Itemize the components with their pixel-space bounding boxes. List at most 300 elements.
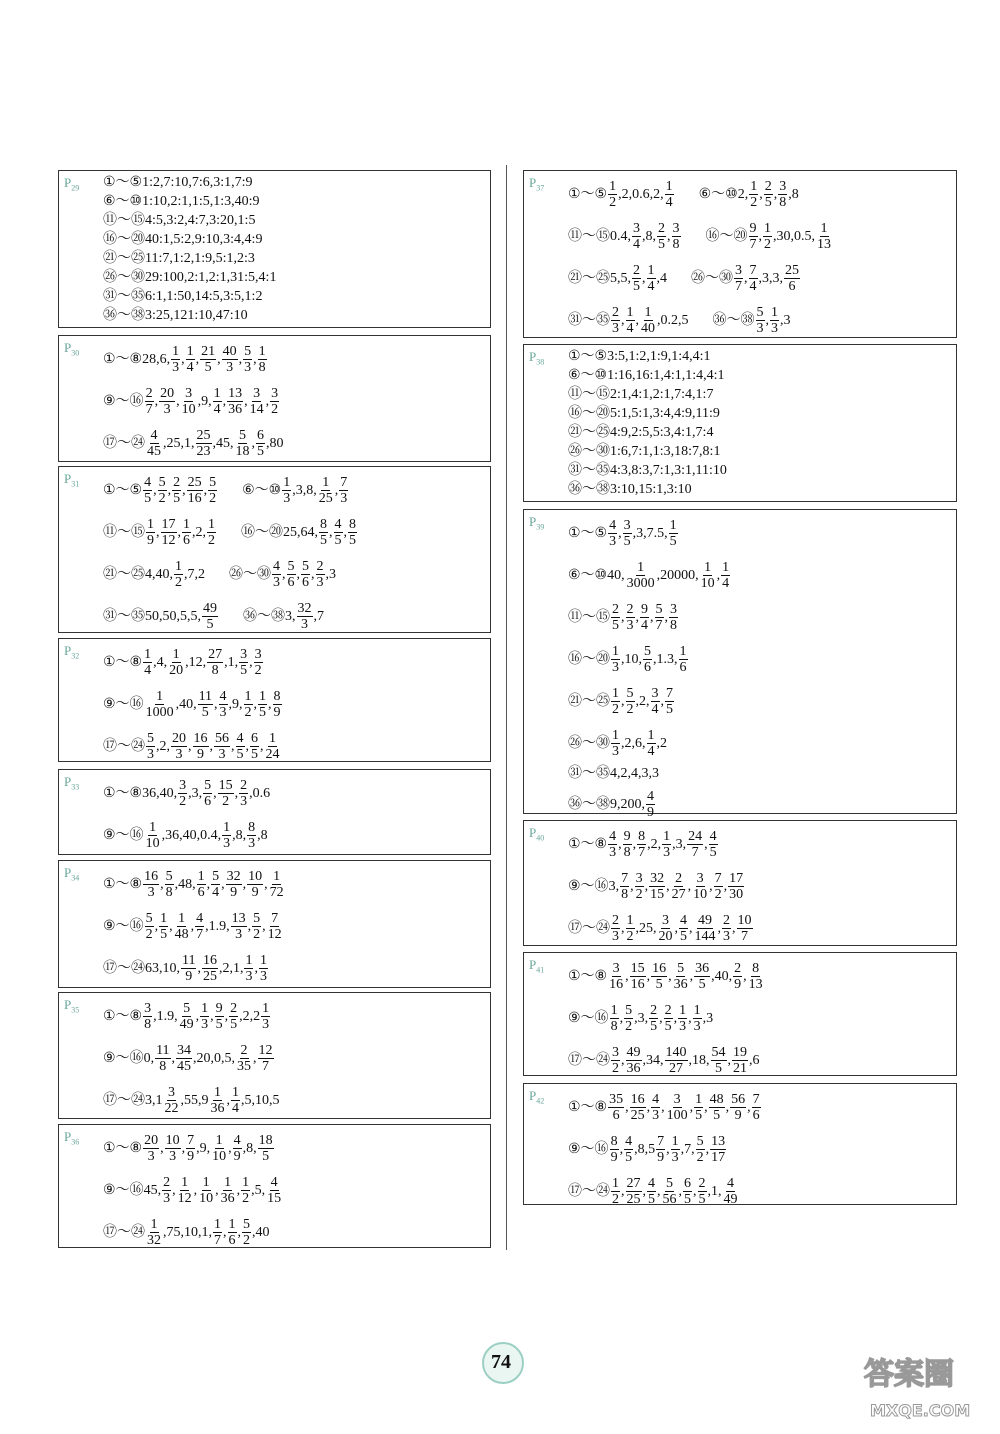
fraction-numerator: 2 bbox=[240, 1042, 248, 1058]
fraction-numerator: 1 bbox=[647, 262, 655, 278]
fraction-numerator: 3 bbox=[662, 912, 669, 928]
fraction-numerator: 40 bbox=[222, 343, 237, 359]
fraction bbox=[694, 913, 717, 944]
fraction-denominator: 36 bbox=[626, 1060, 641, 1076]
question-range: ⑪～⑮ bbox=[568, 228, 610, 244]
answer-text: , bbox=[177, 524, 181, 540]
fraction bbox=[244, 689, 253, 720]
fraction-numerator: 4 bbox=[609, 828, 617, 844]
answer-line bbox=[568, 783, 952, 825]
fraction-numerator: 4 bbox=[680, 912, 687, 928]
fraction-numerator: 5 bbox=[212, 868, 220, 884]
answer-line bbox=[103, 814, 486, 856]
fraction-numerator: 5 bbox=[756, 304, 764, 320]
fraction-denominator: 5 bbox=[669, 533, 677, 549]
answer-text: 3:10,15:1,3:10 bbox=[610, 482, 692, 497]
answer-line bbox=[103, 306, 486, 325]
fraction-numerator: 1 bbox=[245, 952, 253, 968]
fraction bbox=[651, 686, 660, 717]
fraction-denominator: 45 bbox=[147, 443, 161, 459]
fraction-denominator: 100 bbox=[666, 1107, 688, 1123]
answer-text: , bbox=[667, 228, 671, 244]
answer-line bbox=[103, 995, 486, 1037]
fraction bbox=[816, 221, 832, 252]
fraction-numerator: 5 bbox=[696, 1133, 704, 1149]
answer-text: ,20000, bbox=[656, 567, 699, 583]
fraction-denominator: 3 bbox=[248, 835, 256, 851]
answer-line bbox=[568, 215, 952, 257]
question-range: ㉛～㉟ bbox=[568, 463, 610, 478]
fraction-numerator: 2 bbox=[698, 1175, 706, 1191]
question-range: ①～⑧ bbox=[568, 836, 608, 852]
fraction bbox=[709, 829, 718, 860]
fraction-denominator: 16 bbox=[187, 490, 202, 506]
question-range: ①～⑧ bbox=[568, 1099, 608, 1115]
fraction-numerator: 3 bbox=[185, 385, 193, 401]
answer-group bbox=[103, 601, 219, 632]
answer-text: , bbox=[237, 1224, 241, 1240]
question-range: ⑨～⑯ bbox=[103, 393, 144, 409]
fraction bbox=[318, 475, 334, 506]
fraction bbox=[693, 1003, 702, 1034]
fraction bbox=[242, 1217, 251, 1248]
fraction bbox=[186, 344, 195, 375]
fraction bbox=[239, 647, 248, 678]
fraction-numerator: 1 bbox=[223, 819, 231, 835]
fraction bbox=[624, 1134, 633, 1165]
fraction-numerator: 1 bbox=[259, 952, 267, 968]
fraction-denominator: 5 bbox=[262, 1148, 270, 1164]
answer-line bbox=[103, 1079, 486, 1121]
fraction-denominator: 16 bbox=[609, 976, 624, 992]
answer-text: , bbox=[222, 393, 227, 409]
fraction-denominator: 3 bbox=[663, 844, 671, 860]
fraction-numerator: 1 bbox=[213, 385, 221, 401]
answer-text: , bbox=[657, 1183, 661, 1199]
fraction bbox=[287, 559, 296, 590]
answer-text: ,12, bbox=[185, 654, 207, 670]
fraction-denominator: 4 bbox=[651, 701, 659, 717]
fraction-denominator: 3 bbox=[219, 704, 227, 720]
fraction-denominator: 5 bbox=[144, 490, 152, 506]
fraction-denominator: 5 bbox=[684, 1191, 691, 1207]
fraction-numerator: 4 bbox=[609, 517, 617, 533]
fraction-denominator: 3 bbox=[235, 926, 243, 942]
fraction-denominator: 40 bbox=[641, 320, 655, 336]
fraction-denominator: 3 bbox=[259, 968, 267, 984]
answer-group bbox=[568, 602, 679, 633]
fraction bbox=[721, 560, 730, 591]
fraction-numerator: 3 bbox=[696, 870, 704, 886]
fraction-denominator: 8 bbox=[670, 617, 677, 633]
fraction-denominator: 9 bbox=[647, 804, 654, 820]
question-range: ⑰～㉔ bbox=[103, 960, 145, 976]
fraction bbox=[258, 344, 267, 375]
page-reference-number: 40 bbox=[536, 833, 545, 843]
answer-group bbox=[699, 179, 799, 210]
fraction bbox=[655, 602, 664, 633]
answer-text: ,9, bbox=[197, 393, 212, 409]
fraction-denominator: 32 bbox=[147, 1232, 161, 1248]
page-reference-label: $P_{35}$ bbox=[64, 997, 80, 1015]
fraction-numerator: 3 bbox=[779, 178, 787, 194]
answer-group bbox=[568, 347, 711, 366]
answer-text: 50,50,5,5, bbox=[145, 608, 201, 624]
fraction-denominator: 25 bbox=[626, 1191, 641, 1207]
fraction-numerator: 8 bbox=[248, 819, 256, 835]
answer-line bbox=[103, 725, 486, 767]
fraction-numerator: 5 bbox=[165, 868, 173, 884]
fraction-numerator: 1 bbox=[269, 730, 276, 746]
answer-group bbox=[103, 731, 282, 762]
fraction-numerator: 3 bbox=[253, 385, 261, 401]
watermark-logo-text: 答案圈 bbox=[864, 1357, 954, 1392]
fraction bbox=[665, 179, 674, 210]
fraction-denominator: 5 bbox=[709, 844, 717, 860]
answer-group bbox=[103, 268, 276, 287]
answer-line bbox=[568, 1086, 952, 1128]
answer-group bbox=[568, 305, 689, 336]
fraction bbox=[662, 829, 671, 860]
fraction-numerator: 10 bbox=[737, 912, 752, 928]
answer-text: , bbox=[689, 920, 693, 936]
fraction-numerator: 4 bbox=[648, 1175, 655, 1191]
fraction-numerator: 1 bbox=[612, 1175, 619, 1191]
fraction-numerator: 16 bbox=[144, 868, 159, 884]
fraction-numerator: 5 bbox=[209, 474, 217, 490]
answer-text: ,8,5 bbox=[634, 1141, 656, 1157]
fraction bbox=[662, 1176, 678, 1207]
fraction bbox=[665, 1045, 688, 1076]
fraction bbox=[145, 820, 161, 851]
answer-group bbox=[103, 1043, 275, 1074]
fraction-denominator: 21 bbox=[733, 1060, 747, 1076]
fraction bbox=[146, 731, 155, 762]
fraction bbox=[213, 386, 222, 417]
fraction bbox=[748, 961, 764, 992]
page-reference-label: $P_{29}$ bbox=[64, 175, 80, 193]
fraction bbox=[672, 221, 681, 252]
answer-line bbox=[568, 512, 952, 554]
fraction-numerator: 1 bbox=[610, 1002, 618, 1018]
fraction bbox=[172, 475, 181, 506]
fraction bbox=[608, 518, 617, 549]
fraction-numerator: 20 bbox=[144, 1132, 159, 1148]
fraction-denominator: 5 bbox=[612, 617, 619, 633]
fraction bbox=[235, 428, 251, 459]
answer-text: , bbox=[214, 696, 218, 712]
answer-text: , bbox=[621, 693, 625, 709]
answer-text: ,55,9 bbox=[180, 1092, 209, 1108]
fraction-denominator: 3 bbox=[609, 533, 617, 549]
fraction-numerator: 1 bbox=[147, 516, 154, 532]
fraction-numerator: 5 bbox=[666, 1175, 673, 1191]
fraction-numerator: 2 bbox=[626, 601, 634, 617]
answer-box-p31 bbox=[58, 466, 491, 633]
fraction bbox=[174, 559, 183, 590]
answer-text: 4,40, bbox=[145, 566, 173, 582]
fraction-denominator: 2 bbox=[612, 1060, 619, 1076]
fraction-numerator: 1 bbox=[175, 558, 182, 574]
answer-group bbox=[243, 601, 324, 632]
fraction bbox=[623, 829, 632, 860]
answer-group bbox=[103, 953, 269, 984]
fraction bbox=[256, 428, 265, 459]
fraction-numerator: 10 bbox=[248, 868, 263, 884]
answer-group bbox=[103, 173, 253, 192]
fraction-denominator: 5 bbox=[173, 490, 181, 506]
question-range: ⑨～⑯ bbox=[568, 1141, 609, 1157]
fraction-denominator: 5 bbox=[160, 926, 168, 942]
fraction-denominator: 2 bbox=[179, 793, 187, 809]
fraction-numerator: 5 bbox=[239, 427, 246, 443]
answer-line bbox=[568, 1039, 952, 1081]
fraction bbox=[207, 517, 216, 548]
answer-text: ,7 bbox=[313, 608, 324, 624]
fraction-numerator: 1 bbox=[208, 516, 215, 532]
fraction-numerator: 2 bbox=[675, 870, 683, 886]
fraction-numerator: 3 bbox=[168, 1084, 175, 1100]
answer-text: , bbox=[153, 482, 157, 498]
answer-text: , bbox=[167, 482, 172, 498]
fraction-numerator: 4 bbox=[273, 558, 280, 574]
fraction-numerator: 5 bbox=[625, 1002, 633, 1018]
answer-group bbox=[103, 911, 284, 942]
question-range: ⑯～⑳ bbox=[241, 524, 283, 540]
fraction bbox=[301, 559, 310, 590]
fraction bbox=[763, 221, 772, 252]
fraction-denominator: 3 bbox=[340, 490, 348, 506]
question-range: ①～⑧ bbox=[103, 351, 143, 367]
page-reference-label: $P_{36}$ bbox=[64, 1129, 80, 1147]
answer-group bbox=[103, 869, 286, 900]
question-range: ㉑～㉕ bbox=[568, 693, 610, 709]
fraction-denominator: 5 bbox=[695, 1107, 703, 1123]
answer-text: , bbox=[262, 918, 266, 934]
fraction-denominator: 7 bbox=[741, 928, 748, 944]
fraction-denominator: 5 bbox=[713, 1107, 721, 1123]
fraction-numerator: 16 bbox=[652, 960, 667, 976]
page-reference-label: $P_{31}$ bbox=[64, 471, 80, 489]
fraction-numerator: 1 bbox=[273, 868, 281, 884]
answer-text: , bbox=[661, 1099, 665, 1115]
fraction-numerator: 10 bbox=[165, 1132, 180, 1148]
fraction-denominator: 2 bbox=[253, 926, 261, 942]
answer-text: , bbox=[245, 738, 249, 754]
fraction-denominator: 7 bbox=[655, 617, 663, 633]
question-range: ㊱～㊳ bbox=[568, 482, 610, 497]
fraction-numerator: 3 bbox=[179, 777, 187, 793]
page-reference-number: 37 bbox=[536, 183, 545, 193]
fraction-denominator: 25 bbox=[202, 968, 217, 984]
question-range: ①～⑧ bbox=[568, 968, 608, 984]
fraction-denominator: 5 bbox=[764, 194, 772, 210]
answer-text: , bbox=[673, 1010, 678, 1026]
answer-text: ,8, bbox=[232, 827, 247, 843]
fraction-numerator: 5 bbox=[626, 685, 634, 701]
fraction-denominator: 72 bbox=[269, 884, 284, 900]
page-reference-number: 29 bbox=[71, 183, 80, 193]
answer-text: ,3,8, bbox=[292, 482, 317, 498]
question-range: ⑪～⑮ bbox=[568, 609, 610, 625]
fraction bbox=[197, 869, 206, 900]
answer-text: , bbox=[203, 482, 208, 498]
fraction bbox=[640, 305, 656, 336]
fraction-denominator: 3 bbox=[612, 743, 619, 759]
fraction-numerator: 1 bbox=[232, 1084, 239, 1100]
fraction-denominator: 25 bbox=[318, 490, 333, 506]
fraction-denominator: 2 bbox=[175, 574, 182, 590]
question-range: ⑯～⑳ bbox=[568, 651, 610, 667]
answer-text: , bbox=[251, 435, 255, 451]
answer-text: , bbox=[725, 1099, 730, 1115]
fraction-numerator: 4 bbox=[150, 427, 158, 443]
answer-group bbox=[568, 461, 727, 480]
fraction bbox=[236, 731, 245, 762]
fraction-denominator: 23 bbox=[196, 443, 211, 459]
answer-text: , bbox=[717, 920, 721, 936]
fraction-numerator: 1 bbox=[186, 343, 194, 359]
fraction-numerator: 1 bbox=[647, 727, 655, 743]
fraction-numerator: 1 bbox=[820, 220, 828, 236]
fraction-denominator: 10 bbox=[212, 1148, 227, 1164]
fraction-denominator: 2 bbox=[626, 701, 634, 717]
fraction bbox=[208, 475, 217, 506]
fraction-numerator: 3 bbox=[271, 385, 279, 401]
fraction-denominator: 9 bbox=[230, 884, 238, 900]
fraction-denominator: 3 bbox=[612, 659, 619, 675]
answer-box-p35 bbox=[58, 992, 491, 1119]
fraction-denominator: 2 bbox=[750, 194, 758, 210]
fraction bbox=[218, 778, 234, 809]
fraction-numerator: 2 bbox=[650, 1002, 658, 1018]
fraction-denominator: 7 bbox=[262, 1058, 270, 1074]
fraction bbox=[239, 778, 248, 809]
fraction-denominator: 18 bbox=[235, 443, 250, 459]
fraction bbox=[159, 386, 175, 417]
fraction-numerator: 5 bbox=[244, 343, 252, 359]
answer-text: , bbox=[264, 876, 268, 892]
fraction bbox=[145, 689, 175, 720]
fraction-numerator: 1 bbox=[214, 1084, 221, 1100]
fraction bbox=[186, 1133, 195, 1164]
answer-line bbox=[568, 907, 952, 949]
fraction bbox=[181, 386, 197, 417]
answer-line bbox=[103, 380, 486, 422]
answer-text: , bbox=[228, 1140, 232, 1156]
fraction bbox=[647, 263, 656, 294]
fraction-denominator: 5 bbox=[648, 1191, 655, 1207]
fraction bbox=[694, 961, 710, 992]
answer-text: ,18, bbox=[688, 1052, 710, 1068]
fraction bbox=[258, 1043, 274, 1074]
answer-group bbox=[103, 230, 262, 249]
fraction-denominator: 7 bbox=[145, 401, 153, 417]
fraction bbox=[270, 386, 279, 417]
answer-group bbox=[568, 1092, 762, 1123]
answer-text: , bbox=[244, 393, 248, 409]
fraction-numerator: 5 bbox=[183, 1000, 191, 1016]
answer-text: 4:9,2:5,5:3,4:1,7:4 bbox=[610, 425, 714, 440]
answer-text: , bbox=[759, 186, 763, 202]
answer-text: , bbox=[765, 312, 769, 328]
fraction bbox=[143, 1001, 152, 1032]
fraction bbox=[692, 871, 708, 902]
page-reference-label: $P_{41}$ bbox=[529, 957, 545, 975]
answer-text: , bbox=[181, 351, 185, 367]
fraction-denominator: 5 bbox=[655, 976, 663, 992]
answer-group bbox=[568, 961, 765, 992]
fraction bbox=[272, 559, 281, 590]
fraction bbox=[733, 961, 742, 992]
fraction-denominator: 6 bbox=[612, 1107, 620, 1123]
answer-text: , bbox=[632, 836, 637, 852]
fraction bbox=[143, 647, 152, 678]
fraction-numerator: 8 bbox=[610, 1133, 618, 1149]
answer-text: ,9, bbox=[196, 1140, 211, 1156]
fraction-denominator: 5 bbox=[650, 1018, 658, 1034]
fraction-denominator: 4 bbox=[213, 401, 221, 417]
fraction-denominator: 2 bbox=[714, 886, 722, 902]
answer-group bbox=[568, 1176, 740, 1207]
fraction-numerator: 1 bbox=[181, 1174, 189, 1190]
answer-text: , bbox=[265, 393, 270, 409]
answer-group bbox=[103, 344, 268, 375]
fraction bbox=[730, 1092, 746, 1123]
fraction bbox=[176, 1043, 192, 1074]
question-range: ⑨～⑯ bbox=[568, 1010, 609, 1026]
question-range: ㉖～㉚ bbox=[568, 444, 610, 459]
fraction bbox=[236, 1043, 252, 1074]
answer-text: , bbox=[234, 785, 239, 801]
fraction-numerator: 1 bbox=[244, 688, 252, 704]
answer-text: ,40, bbox=[175, 696, 197, 712]
fraction-numerator: 1 bbox=[695, 1091, 703, 1107]
fraction-numerator: 34 bbox=[177, 1042, 192, 1058]
fraction bbox=[626, 560, 656, 591]
fraction bbox=[623, 518, 632, 549]
fraction-denominator: 9 bbox=[657, 1149, 665, 1165]
question-range: ㉑～㉕ bbox=[103, 566, 145, 582]
answer-group bbox=[568, 385, 713, 404]
fraction bbox=[643, 644, 652, 675]
answer-line bbox=[103, 553, 486, 595]
answer-line bbox=[103, 683, 486, 725]
answer-text: ,8, bbox=[642, 228, 656, 244]
answer-text: 25,64, bbox=[283, 524, 318, 540]
fraction-denominator: 2 bbox=[609, 194, 617, 210]
answer-text: , bbox=[621, 920, 625, 936]
fraction-denominator: 3 bbox=[245, 968, 253, 984]
answer-text: , bbox=[172, 1182, 176, 1198]
answer-group bbox=[103, 306, 248, 325]
answer-text: 40, bbox=[607, 567, 625, 583]
fraction-denominator: 8 bbox=[621, 886, 629, 902]
watermark-url: MXQE.COM bbox=[870, 1401, 971, 1420]
answer-text: , bbox=[242, 876, 247, 892]
fraction-numerator: 25 bbox=[196, 427, 211, 443]
question-range: ⑨～⑯ bbox=[103, 827, 144, 843]
question-range: ㉑～㉕ bbox=[568, 270, 610, 286]
fraction bbox=[200, 344, 216, 375]
fraction bbox=[669, 518, 678, 549]
answer-text: 28,6, bbox=[142, 351, 171, 367]
fraction-numerator: 27 bbox=[626, 1175, 641, 1191]
fraction bbox=[624, 1003, 633, 1034]
fraction-numerator: 1 bbox=[283, 474, 291, 490]
fraction-numerator: 3 bbox=[670, 601, 677, 617]
fraction-numerator: 49 bbox=[626, 1044, 641, 1060]
